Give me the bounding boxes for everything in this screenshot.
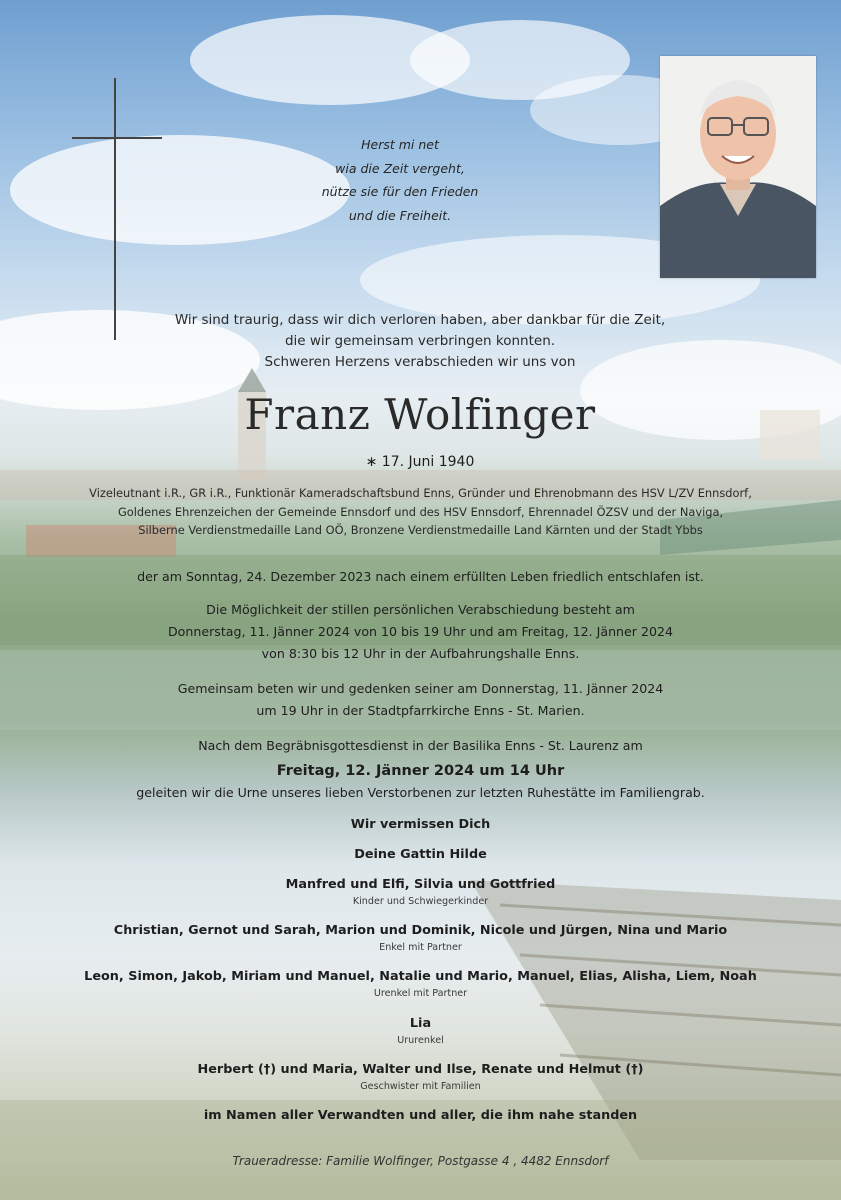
mourning-address: Traueradresse: Familie Wolfinger, Postgasse 4 , 4482 Ennsdorf xyxy=(232,1154,609,1168)
mourner-group xyxy=(60,1014,781,1048)
poem-line: und die Freiheit. xyxy=(348,207,452,223)
mourner-names: Herbert (†) und Maria, Walter und Ilse, Renate und Helmut (†) xyxy=(197,1062,644,1077)
honors-line: Silberne Verdienstmedaille Land OÖ, Bronzene Verdienstmedaille Land Kärnten und der Stadt Ybbs xyxy=(138,523,703,537)
cross-horizontal-bar xyxy=(72,137,162,139)
mourner-relation: Geschwister mit Familien xyxy=(360,1081,481,1092)
mourner-names: Lia xyxy=(409,1016,432,1031)
mourner-group xyxy=(10,967,831,1001)
cross-vertical-bar xyxy=(114,78,116,340)
mourner-names: Christian, Gernot und Sarah, Marion und Dominik, Nicole und Jürgen, Nina und Mario xyxy=(113,923,728,938)
mourner-group xyxy=(20,921,821,955)
mourner-relation: Ururenkel xyxy=(397,1035,444,1046)
intro-line: Schweren Herzens verabschieden wir uns von xyxy=(264,354,576,370)
farewell-line: von 8:30 bis 12 Uhr in der Aufbahrungshalle Enns. xyxy=(261,646,580,661)
death-notice: der am Sonntag, 24. Dezember 2023 nach einem erfüllten Leben friedlich entschlafen ist. xyxy=(137,569,704,584)
honors-line: Vizeleutnant i.R., GR i.R., Funktionär Kameradschaftsbund Enns, Gründer und Ehrenobmann des HSV L/ZV Ennsdorf, xyxy=(89,486,752,500)
wife-line: Deine Gattin Hilde xyxy=(354,847,487,862)
mourner-group xyxy=(60,875,781,909)
poem xyxy=(300,133,500,227)
honors xyxy=(60,484,781,540)
closing-line: im Namen aller Verwandten und aller, die ihm nahe standen xyxy=(203,1108,638,1123)
intro-line: Wir sind traurig, dass wir dich verloren haben, aber dankbar für die Zeit, xyxy=(174,312,666,328)
honors-line: Goldenes Ehrenzeichen der Gemeinde Ennsdorf und des HSV Ennsdorf, Ehrennadel ÖZSV und der Naviga, xyxy=(117,504,724,519)
mourner-names: Leon, Simon, Jakob, Miriam und Manuel, Natalie und Mario, Manuel, Elias, Alisha, Liem, Noah xyxy=(84,969,757,984)
portrait-photo xyxy=(660,56,816,278)
funeral-line-1: Nach dem Begräbnisgottesdienst in der Basilika Enns - St. Laurenz am xyxy=(198,738,643,753)
funeral-line-3: geleiten wir die Urne unseres lieben Verstorbenen zur letzten Ruhestätte im Familiengrab. xyxy=(136,785,705,800)
mourner-relation: Enkel mit Partner xyxy=(379,942,462,953)
mourner-relation: Kinder und Schwiegerkinder xyxy=(352,896,489,907)
deceased-name: Franz Wolfinger xyxy=(244,390,596,439)
poem-line: wia die Zeit vergeht, xyxy=(335,160,465,176)
prayer-info xyxy=(60,678,781,722)
birth-date: ∗ 17. Juni 1940 xyxy=(365,454,475,470)
intro-line: die wir gemeinsam verbringen konnten. xyxy=(284,333,556,349)
poem-line: Herst mi net xyxy=(361,137,439,152)
mourner-group xyxy=(60,1060,781,1094)
poem-line: nütze sie für den Frieden xyxy=(321,184,479,199)
farewell-info xyxy=(60,599,781,665)
farewell-line: Die Möglichkeit der stillen persönlichen Verabschiedung besteht am xyxy=(206,602,635,617)
farewell-line: Donnerstag, 11. Jänner 2024 von 10 bis 19 Uhr und am Freitag, 12. Jänner 2024 xyxy=(167,624,674,639)
mourner-relation: Urenkel mit Partner xyxy=(373,988,468,999)
intro-text xyxy=(100,310,740,373)
prayer-line: um 19 Uhr in der Stadtpfarrkirche Enns - St. Marien. xyxy=(256,703,585,718)
funeral-date: Freitag, 12. Jänner 2024 um 14 Uhr xyxy=(276,763,565,779)
miss-you-line: Wir vermissen Dich xyxy=(350,817,491,832)
prayer-line: Gemeinsam beten wir und gedenken seiner am Donnerstag, 11. Jänner 2024 xyxy=(177,681,664,696)
mourner-names: Manfred und Elfi, Silvia und Gottfried xyxy=(285,877,556,892)
